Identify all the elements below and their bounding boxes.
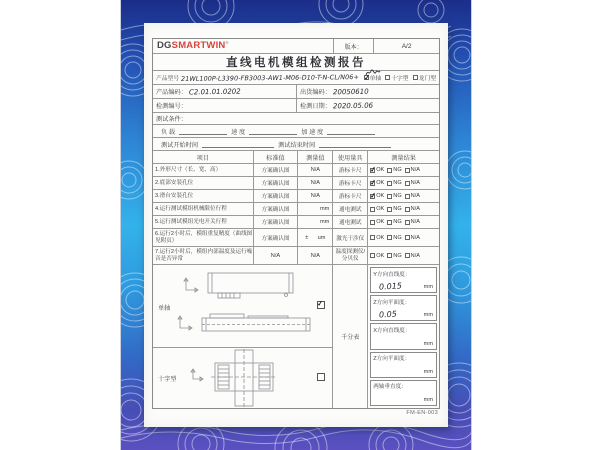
result-checkboxes [370, 253, 420, 259]
row-item: 1.外形尺寸（长、宽、高） [155, 166, 222, 173]
checkbox-icon [387, 220, 392, 225]
row-standard: N/A [253, 247, 298, 264]
row-measured: N/A [297, 190, 332, 202]
model-label: 产品型号 [156, 76, 180, 82]
handwritten-inspect-date: 2020.05.06 [332, 101, 374, 110]
diagram-section [153, 265, 439, 408]
result-option: NG [393, 234, 402, 241]
row-tool: 游标卡尺 [332, 190, 367, 202]
inspect-no-label: 检测编号： [156, 103, 187, 110]
photo-backdrop [120, 0, 472, 450]
handwritten-measure-value: 0.05 [378, 309, 398, 320]
measure-label: Z方向平面度： [373, 356, 411, 363]
conditions-title: 测试条件： [156, 116, 187, 123]
measure-label: Y方向直线度： [373, 271, 411, 278]
cross-type-subrow [153, 348, 332, 408]
measure-box-x-straightness [370, 323, 437, 349]
result-option: OK [376, 167, 385, 173]
table-row [153, 203, 439, 216]
document-number: FM-EN-003 [406, 410, 438, 416]
conditions-title-row [153, 113, 439, 125]
product-code-label: 产品编码： [156, 89, 187, 96]
version-label: 版本： [333, 39, 373, 53]
measure-box-perpendicularity [370, 380, 437, 406]
row-tool: 温度探测仪/分贝仪 [332, 247, 367, 264]
handwritten-product-code: C2.01.01.0202 [188, 87, 241, 96]
header-measured: 测量值 [297, 151, 332, 163]
row-measured: N/A [297, 247, 332, 264]
document-paper [144, 23, 448, 427]
registered-mark: ® [225, 40, 229, 46]
blank-line [327, 128, 375, 135]
version-value: A/2 [373, 39, 439, 53]
checkbox-icon [405, 253, 410, 258]
conditions-values-row [153, 125, 439, 138]
dial-indicator-cell: 千分表 [332, 265, 367, 408]
row-standard: 方案确认图 [253, 216, 298, 228]
codes-row-1 [153, 85, 439, 99]
checkbox-icon [387, 235, 392, 240]
result-checkboxes [370, 206, 420, 212]
result-option: OK [376, 252, 385, 259]
result-option: N/A [410, 219, 420, 225]
checkbox-icon [405, 235, 410, 240]
header-row [153, 39, 439, 54]
header-result: 测量结果 [367, 151, 439, 163]
row-item: 6.运行2小时后，模组重复精度（曲线图见附页） [155, 231, 253, 244]
logo-smartwin: SMARTWIN [171, 40, 226, 52]
header-standard: 标准值 [253, 151, 298, 163]
checkbox-icon [370, 235, 375, 240]
checkbox-icon [370, 253, 375, 258]
checkbox-icon [387, 168, 392, 173]
company-logo [153, 39, 333, 53]
report-table [152, 38, 440, 409]
checkbox-icon [370, 181, 375, 186]
load-label: 负 载 [161, 128, 176, 136]
checkbox-single-axis-diagram [317, 301, 325, 309]
checkbox-icon [370, 194, 375, 199]
measure-box-z-flatness [370, 295, 437, 321]
inspect-date-label: 检测日期： [300, 103, 331, 110]
result-option: NG [393, 180, 402, 186]
row-standard: 方案确认图 [253, 164, 298, 176]
conditions-time-row [153, 138, 439, 151]
result-option: N/A [410, 206, 420, 212]
result-option: OK [376, 219, 385, 225]
row-tool: 游标卡尺 [332, 164, 367, 176]
header-item: 项目 [196, 154, 209, 162]
title-row [153, 54, 439, 71]
result-checkboxes [370, 180, 420, 186]
result-checkboxes [370, 219, 420, 225]
row-item: 7.运行2小时后，模组内部温度及运行噪音是否异常 [155, 249, 253, 262]
type-label: 单轴 [369, 76, 382, 82]
row-measured: N/A [297, 164, 332, 176]
report-title: 直线电机模组检测报告 [226, 57, 366, 69]
measure-box-y-straightness [370, 267, 437, 293]
result-option: OK [376, 206, 385, 212]
single-axis-drawing [168, 268, 318, 344]
result-option: OK [376, 193, 385, 199]
speed-label: 速 度 [231, 128, 246, 136]
checkbox-cross-type-diagram [317, 373, 325, 381]
row-standard: 方案确认图 [253, 177, 298, 189]
blank-line [179, 128, 227, 135]
accel-label: 加 速 度 [301, 128, 324, 136]
checkbox-icon [370, 220, 375, 225]
checkbox-icon [370, 207, 375, 212]
result-option: NG [393, 167, 402, 173]
type-label: 十字型 [391, 76, 409, 82]
table-row [153, 190, 439, 203]
result-option: NG [393, 206, 402, 212]
measure-label: Z方向平面度： [373, 299, 411, 306]
checkbox-gantry-type [413, 73, 436, 82]
checkbox-cross-type [385, 73, 408, 82]
checkbox-icon [387, 181, 392, 186]
ship-code-label: 出货编码： [300, 89, 331, 96]
cross-type-drawing [183, 349, 303, 407]
checkbox-icon [405, 220, 410, 225]
checkbox-icon [370, 168, 375, 173]
row-standard: 方案确认图 [253, 190, 298, 202]
row-measured: N/A [297, 177, 332, 189]
row-tool: 通电测试 [332, 216, 367, 228]
checkbox-icon [405, 168, 410, 173]
checkbox-icon [405, 194, 410, 199]
result-option: OK [376, 180, 385, 186]
row-measured: mm [297, 216, 332, 228]
single-axis-label: 单轴 [158, 305, 171, 312]
checkbox-icon [385, 75, 390, 80]
start-time-label: 测试开始时间 [161, 141, 199, 149]
row-measured: mm [297, 203, 332, 215]
row-item: 2.底部安装孔位 [155, 179, 194, 186]
codes-row-2 [153, 99, 439, 113]
checkbox-icon [387, 253, 392, 258]
result-option: OK [376, 234, 385, 241]
blank-line [319, 141, 391, 148]
result-checkboxes [370, 167, 420, 173]
checkbox-icon [413, 75, 418, 80]
table-row [153, 216, 439, 229]
table-row [153, 247, 439, 265]
blank-line [202, 141, 274, 148]
type-label: 龙门型 [418, 76, 436, 82]
result-checkboxes [370, 193, 420, 199]
result-checkboxes [370, 235, 420, 241]
checkbox-icon [387, 207, 392, 212]
row-item: 5.运行测试模组光电开关行程 [155, 218, 227, 225]
row-measured: ± um [297, 229, 332, 246]
table-row [153, 229, 439, 247]
row-tool: 通电测试 [332, 203, 367, 215]
result-option: N/A [410, 252, 420, 259]
logo-dg: DG [157, 40, 172, 52]
checkbox-icon [405, 207, 410, 212]
product-model-row [153, 71, 439, 85]
result-option: N/A [410, 234, 420, 241]
row-tool: 激光干涉仪 [332, 229, 367, 246]
result-option: N/A [410, 167, 420, 173]
row-standard: 方案确认图 [253, 229, 298, 246]
drawings-cell [153, 265, 332, 408]
measure-unit: mm [423, 284, 433, 291]
row-item: 3.滑台安装孔位 [155, 192, 194, 199]
table-header-row [153, 151, 439, 164]
result-option: NG [393, 252, 402, 259]
end-time-label: 测试结束时间 [278, 141, 316, 149]
checkbox-single-axis [364, 73, 382, 82]
table-row [153, 164, 439, 177]
measurement-results-column [367, 265, 439, 408]
type-options [364, 73, 439, 82]
handwritten-ship-code: 20050610 [332, 87, 369, 96]
cross-type-label: 十字型 [158, 376, 177, 383]
checkbox-icon [405, 181, 410, 186]
checkbox-icon [387, 194, 392, 199]
result-option: NG [393, 193, 402, 199]
result-option: N/A [410, 193, 420, 199]
header-tool: 使用量具 [332, 151, 367, 163]
measure-unit: mm [423, 340, 433, 347]
measure-label: X方向直线度： [373, 327, 411, 334]
result-option: N/A [410, 180, 420, 186]
measure-label: 两轴垂直度： [373, 384, 407, 391]
handwritten-measure-value: 0.015 [378, 281, 403, 292]
measure-unit: mm [423, 397, 433, 404]
measure-unit: mm [423, 368, 433, 375]
row-standard: 方案确认图 [253, 203, 298, 215]
row-tool: 游标卡尺 [332, 177, 367, 189]
single-axis-subrow [153, 265, 332, 348]
measure-unit: mm [423, 312, 433, 319]
handwritten-model: 21WL100P-L3390-FB3003-AW1-M06-D10-T-N-CL/N06+ [181, 72, 360, 83]
row-item: 4.运行测试模组机械限位行程 [155, 205, 227, 212]
measure-box-z-flatness-cross [370, 352, 437, 378]
blank-line [249, 128, 297, 135]
checkbox-icon [364, 75, 369, 80]
result-option: NG [393, 219, 402, 225]
table-row [153, 177, 439, 190]
